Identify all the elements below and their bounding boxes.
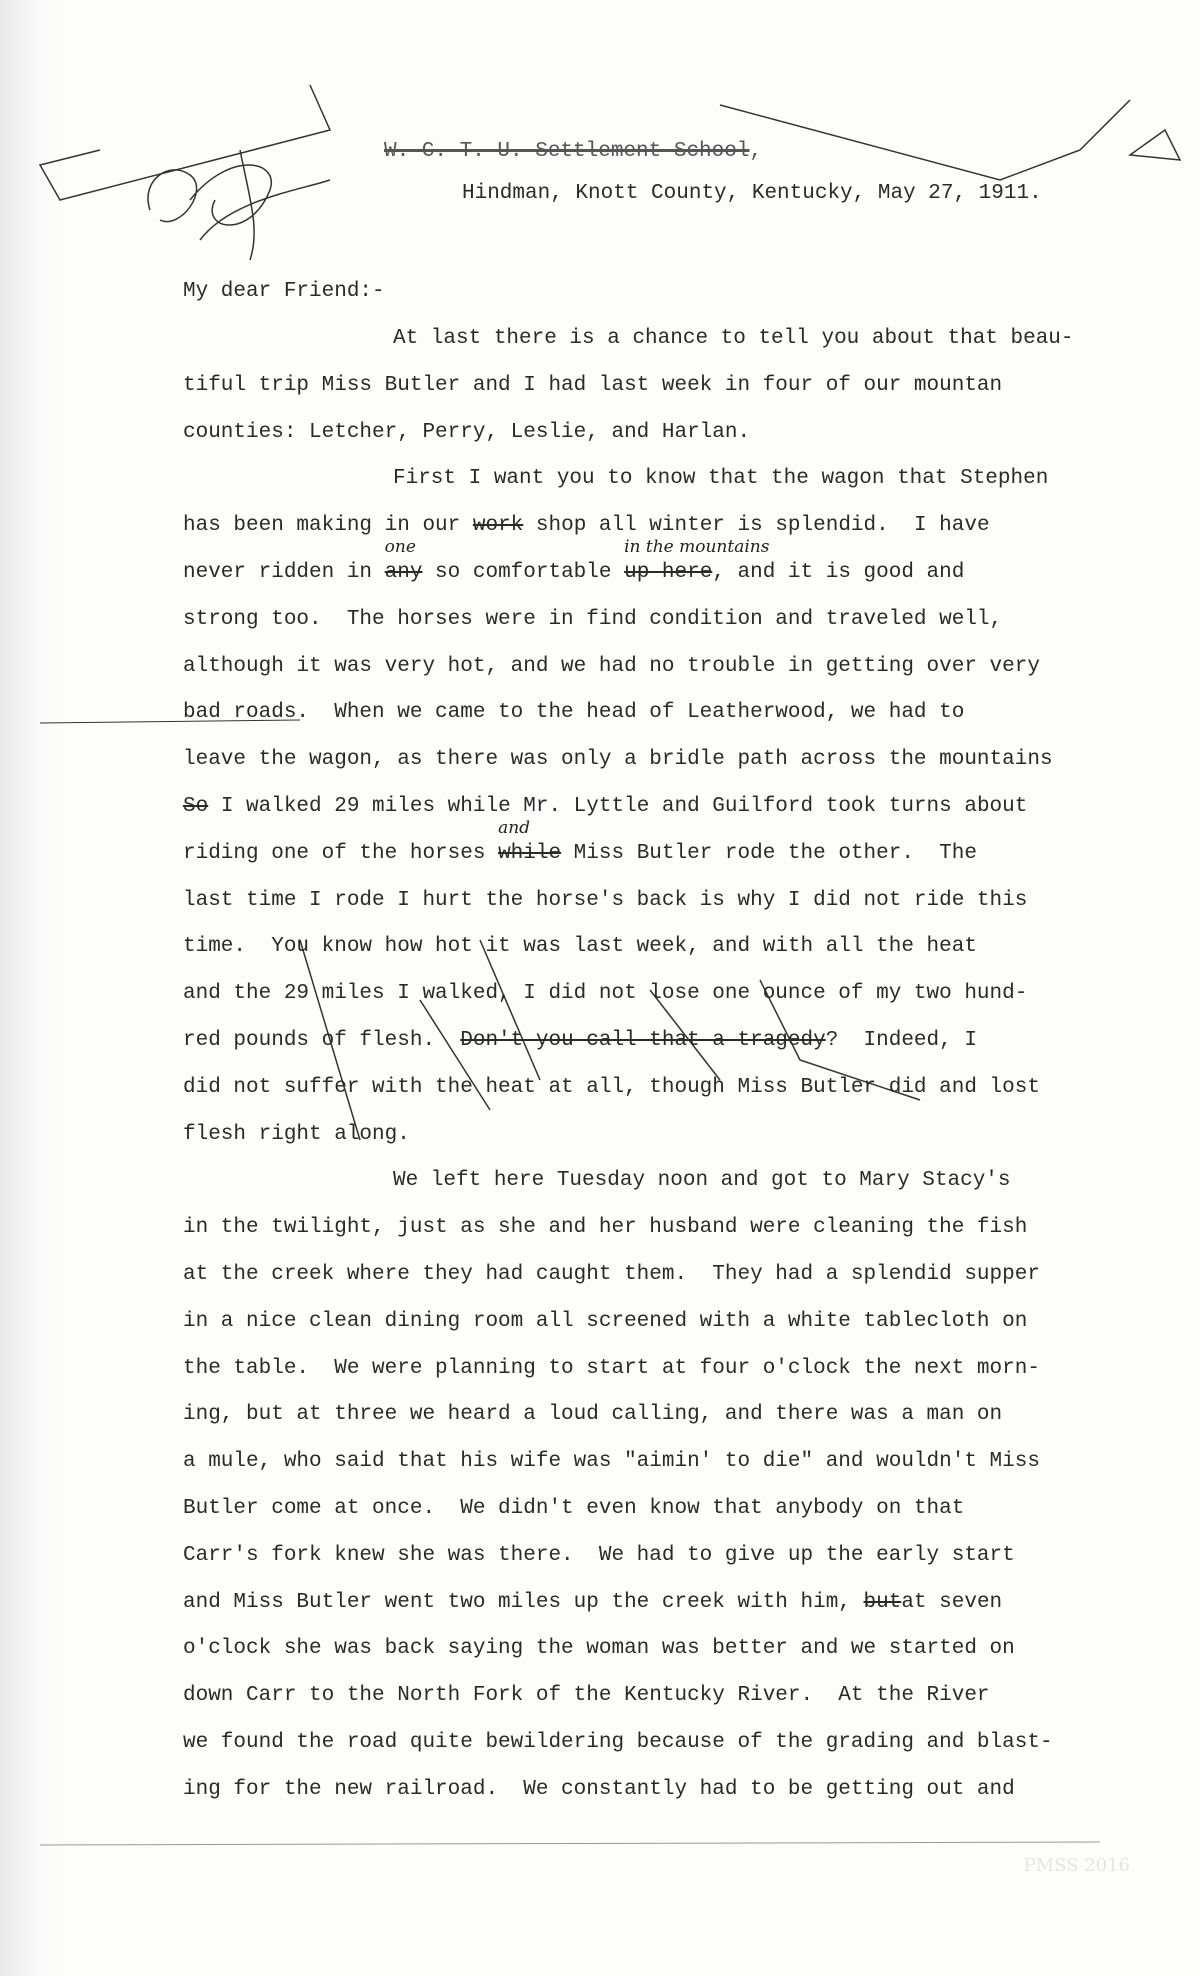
text-line [183, 1673, 1074, 1720]
text-line [183, 690, 1074, 737]
text-line [183, 1533, 1074, 1580]
text-segment: tiful trip Miss Butler and I had last week in four of our mountan [183, 373, 1003, 397]
text-line [183, 971, 1074, 1018]
struck-text: up here [624, 560, 713, 584]
text-segment: the table. We were planning to start at four o'clock the next morn- [183, 1356, 1040, 1380]
salutation: My dear Friend:- [183, 280, 385, 303]
scan-edge-shadow [0, 0, 60, 1976]
text-segment: in a nice clean dining room all screened with a white tablecloth on [183, 1309, 1028, 1333]
text-line [183, 1158, 1074, 1205]
text-segment: although it was very hot, and we had no trouble in getting over very [183, 654, 1040, 678]
letterhead [384, 140, 762, 163]
text-line [183, 536, 1074, 597]
letterhead-tail: , [749, 140, 763, 163]
pencil-fold-mark-right [720, 100, 1180, 180]
struck-text: any [384, 560, 423, 584]
text-line [183, 784, 1074, 831]
text-segment: at the creek where they had caught them. They had a splendid supper [183, 1262, 1040, 1286]
text-segment: I walked 29 miles while Mr. Lyttle and Guilford took turns about [208, 794, 1028, 818]
text-segment: at seven [901, 1590, 1003, 1614]
letterhead-struck: W. C. T. U. Settlement School [384, 140, 750, 163]
text-line [183, 456, 1074, 503]
signature-scribble [148, 150, 330, 260]
text-segment: did not suffer with the heat at all, though Miss Butler did and lost [183, 1075, 1040, 1099]
text-segment: First I want you to know that the wagon that Stephen [393, 467, 1049, 491]
insertion-anchor [498, 817, 562, 865]
struck-text: So [183, 794, 209, 818]
text-segment: red pounds of flesh. [183, 1028, 461, 1052]
text-segment: Carr's fork knew she was there. We had to give up the early start [183, 1543, 1015, 1567]
text-segment: time. You know how hot it was last week, and with all the heat [183, 935, 977, 959]
dateline: Hindman, Knott County, Kentucky, May 27, 1911. [462, 182, 1042, 205]
text-segment: we found the road quite bewildering because of the grading and blast- [183, 1730, 1053, 1754]
text-line [183, 737, 1074, 784]
insertion-anchor [624, 536, 770, 584]
text-line [183, 1018, 1074, 1065]
text-line [183, 924, 1074, 971]
text-segment: counties: Letcher, Perry, Leslie, and Harlan. [183, 420, 751, 444]
text-line [183, 1486, 1074, 1533]
letter-body [183, 316, 1074, 1814]
text-line [183, 363, 1074, 410]
text-line [183, 1112, 1074, 1159]
struck-text: work [472, 514, 524, 538]
text-line [183, 1299, 1074, 1346]
text-line [183, 1252, 1074, 1299]
text-line [183, 1346, 1074, 1393]
text-segment: bad roads. When we came to the head of Leatherwood, we had to [183, 701, 965, 725]
text-segment: shop all winter is splendid. I have [523, 514, 990, 538]
archive-watermark: PMSS 2016 [1023, 1855, 1130, 1876]
text-segment: riding one of the horses [183, 841, 499, 865]
struck-text: while [498, 841, 562, 865]
text-segment: o'clock she was back saying the woman was better and we started on [183, 1637, 1015, 1661]
text-line [183, 878, 1074, 925]
text-line [183, 1065, 1074, 1112]
text-segment: and the 29 miles I walked, I did not lose one ounce of my two hund- [183, 982, 1028, 1006]
text-segment: down Carr to the North Fork of the Kentucky River. At the River [183, 1684, 990, 1708]
text-line [183, 1626, 1074, 1673]
struck-text: but [863, 1590, 902, 1614]
text-segment: in the twilight, just as she and her husband were cleaning the fish [183, 1216, 1028, 1240]
handwritten-insertion: in the mountains [624, 536, 770, 557]
text-line [183, 1580, 1074, 1627]
text-segment: a mule, who said that his wife was "aimin' to die" and wouldn't Miss [183, 1450, 1040, 1474]
text-segment: ing for the new railroad. We constantly had to be getting out and [183, 1777, 1015, 1801]
text-line [183, 1439, 1074, 1486]
text-line [183, 316, 1074, 363]
text-segment: ing, but at three we heard a loud calling, and there was a man on [183, 1403, 1003, 1427]
text-line [183, 644, 1074, 691]
text-line [183, 410, 1074, 457]
text-segment: , and it is good and [712, 560, 965, 584]
text-segment: Miss Butler rode the other. The [561, 841, 977, 865]
page-bottom-line [40, 1842, 1100, 1845]
text-line [183, 1392, 1074, 1439]
text-segment: strong too. The horses were in find condition and traveled well, [183, 607, 1003, 631]
text-line [183, 1767, 1074, 1814]
handwritten-insertion: and [498, 817, 531, 838]
text-segment: Butler come at once. We didn't even know that anybody on that [183, 1496, 965, 1520]
text-segment: leave the wagon, as there was only a bridle path across the mountains [183, 748, 1053, 772]
text-segment: so comfortable [422, 560, 625, 584]
text-segment: ? Indeed, I [825, 1028, 977, 1052]
text-segment: flesh right along. [183, 1122, 410, 1146]
text-line [183, 597, 1074, 644]
text-segment: At last there is a chance to tell you about that beau- [393, 327, 1074, 350]
text-line [183, 817, 1074, 878]
text-segment: and Miss Butler went two miles up the creek with him, [183, 1590, 864, 1614]
text-line [183, 1205, 1074, 1252]
insertion-anchor [384, 536, 423, 584]
text-segment: last time I rode I hurt the horse's back is why I did not ride this [183, 888, 1028, 912]
handwritten-insertion: one [384, 536, 416, 557]
text-segment: never ridden in [183, 560, 385, 584]
text-segment: We left here Tuesday noon and got to Mary Stacy's [393, 1169, 1011, 1193]
struck-text: Don't you call that a tragedy [460, 1028, 826, 1052]
pencil-fold-mark [40, 85, 330, 200]
text-segment: has been making in our [183, 514, 473, 538]
text-line [183, 1720, 1074, 1767]
